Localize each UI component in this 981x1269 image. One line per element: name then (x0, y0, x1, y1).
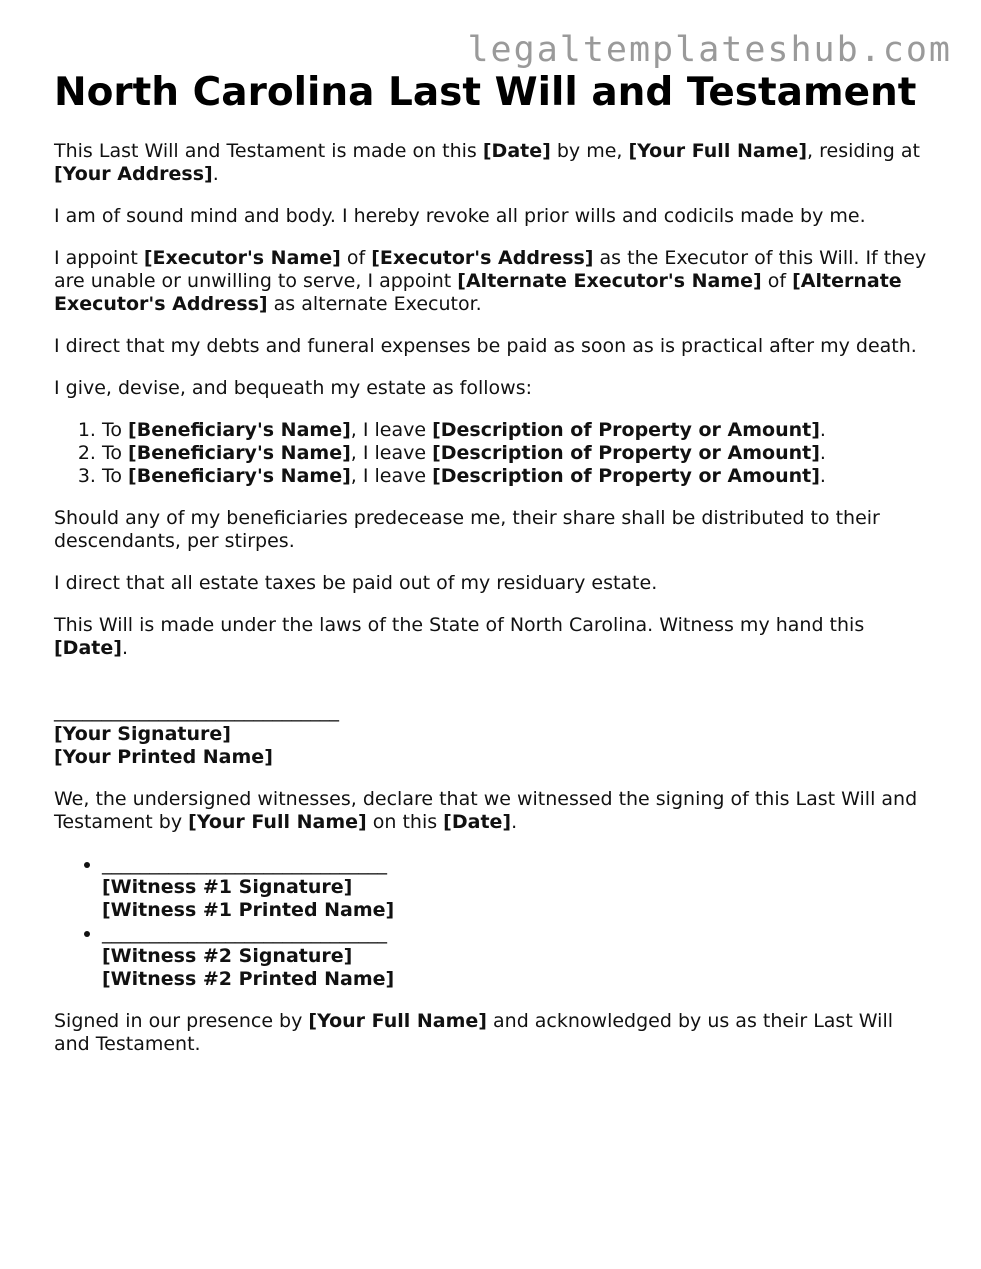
acknowledgement-paragraph (54, 1010, 934, 1056)
testator-signature-block (54, 700, 934, 769)
debts-paragraph: I direct that my debts and funeral expenses be paid as soon as is practical after my death. (54, 335, 917, 357)
intro-paragraph (54, 140, 934, 186)
text: Signed in our presence by (54, 1010, 309, 1032)
text: . (819, 465, 826, 487)
alternate-executor-address-placeholder: [Alternate Executor's Address] (54, 270, 902, 315)
bequest-list (54, 419, 934, 488)
text: , I leave (350, 465, 433, 487)
text: as alternate Executor. (267, 293, 482, 315)
text: of (340, 247, 372, 269)
text: , I leave (350, 442, 433, 464)
beneficiary-placeholder: [Beneficiary's Name] (128, 442, 351, 464)
watermark: legaltemplateshub.com (467, 30, 952, 70)
full-name-placeholder: [Your Full Name] (188, 811, 367, 833)
revocation-paragraph: I am of sound mind and body. I hereby revoke all prior wills and codicils made by me. (54, 205, 866, 227)
text: of (761, 270, 793, 292)
date-placeholder: [Date] (443, 811, 512, 833)
spacer (54, 679, 934, 700)
printed-name-placeholder: [Your Printed Name] (54, 746, 273, 768)
witness-declaration-paragraph (54, 788, 934, 834)
signature-line: • ______________________________ (102, 922, 387, 944)
executor-address-placeholder: [Executor's Address] (371, 247, 594, 269)
text: This Last Will and Testament is made on this (54, 140, 483, 162)
text: To (102, 465, 129, 487)
property-placeholder: [Description of Property or Amount] (432, 442, 820, 464)
signature-line: ______________________________ (54, 700, 339, 722)
text: , residing at (807, 140, 920, 162)
text: To (102, 419, 129, 441)
list-item (102, 922, 934, 991)
text: by me, (550, 140, 629, 162)
text: . (212, 163, 219, 185)
text: . (819, 419, 826, 441)
list-item (102, 853, 934, 922)
list-item (102, 465, 934, 488)
document-title: North Carolina Last Will and Testament (54, 70, 917, 115)
executor-paragraph (54, 247, 934, 316)
text: , I leave (350, 419, 433, 441)
text: and acknowledged by us as their Last Will and Testament. (54, 1010, 894, 1055)
text: To (102, 442, 129, 464)
property-placeholder: [Description of Property or Amount] (432, 465, 820, 487)
bequest-intro-paragraph: I give, devise, and bequeath my estate as follows: (54, 377, 533, 399)
address-placeholder: [Your Address] (54, 163, 213, 185)
beneficiary-placeholder: [Beneficiary's Name] (128, 419, 351, 441)
text: . (819, 442, 826, 464)
text: This Will is made under the laws of the State of North Carolina. Witness my hand this (54, 614, 865, 636)
governing-law-paragraph (54, 614, 934, 660)
document-page (54, 70, 934, 1075)
full-name-placeholder: [Your Full Name] (308, 1010, 487, 1032)
beneficiary-placeholder: [Beneficiary's Name] (128, 465, 351, 487)
property-placeholder: [Description of Property or Amount] (432, 419, 820, 441)
text: We, the undersigned witnesses, declare that we witnessed the signing of this Last Will and Testament by (54, 788, 918, 833)
signature-placeholder: [Your Signature] (54, 723, 231, 745)
list-item (102, 442, 934, 465)
text: . (121, 637, 128, 659)
text: I appoint (54, 247, 144, 269)
text: . (511, 811, 518, 833)
witness-signature-placeholder: [Witness #1 Signature] (102, 876, 353, 898)
witness-printed-name-placeholder: [Witness #1 Printed Name] (102, 899, 395, 921)
witness-list (54, 853, 934, 991)
signature-line: • ______________________________ (102, 853, 387, 875)
predecease-paragraph: Should any of my beneficiaries predecease me, their share shall be distributed to their descendants, per stirpes. (54, 507, 880, 552)
full-name-placeholder: [Your Full Name] (628, 140, 808, 162)
executor-name-placeholder: [Executor's Name] (143, 247, 341, 269)
text: on this (366, 811, 444, 833)
date-placeholder: [Date] (54, 637, 122, 659)
witness-signature-placeholder: [Witness #2 Signature] (102, 945, 353, 967)
alternate-executor-name-placeholder: [Alternate Executor's Name] (457, 270, 762, 292)
witness-printed-name-placeholder: [Witness #2 Printed Name] (102, 968, 395, 990)
taxes-paragraph: I direct that all estate taxes be paid out of my residuary estate. (54, 572, 658, 594)
list-item (102, 419, 934, 442)
text: as the Executor of this Will. If they are unable or unwilling to serve, I appoint (54, 247, 927, 292)
date-placeholder: [Date] (482, 140, 551, 162)
